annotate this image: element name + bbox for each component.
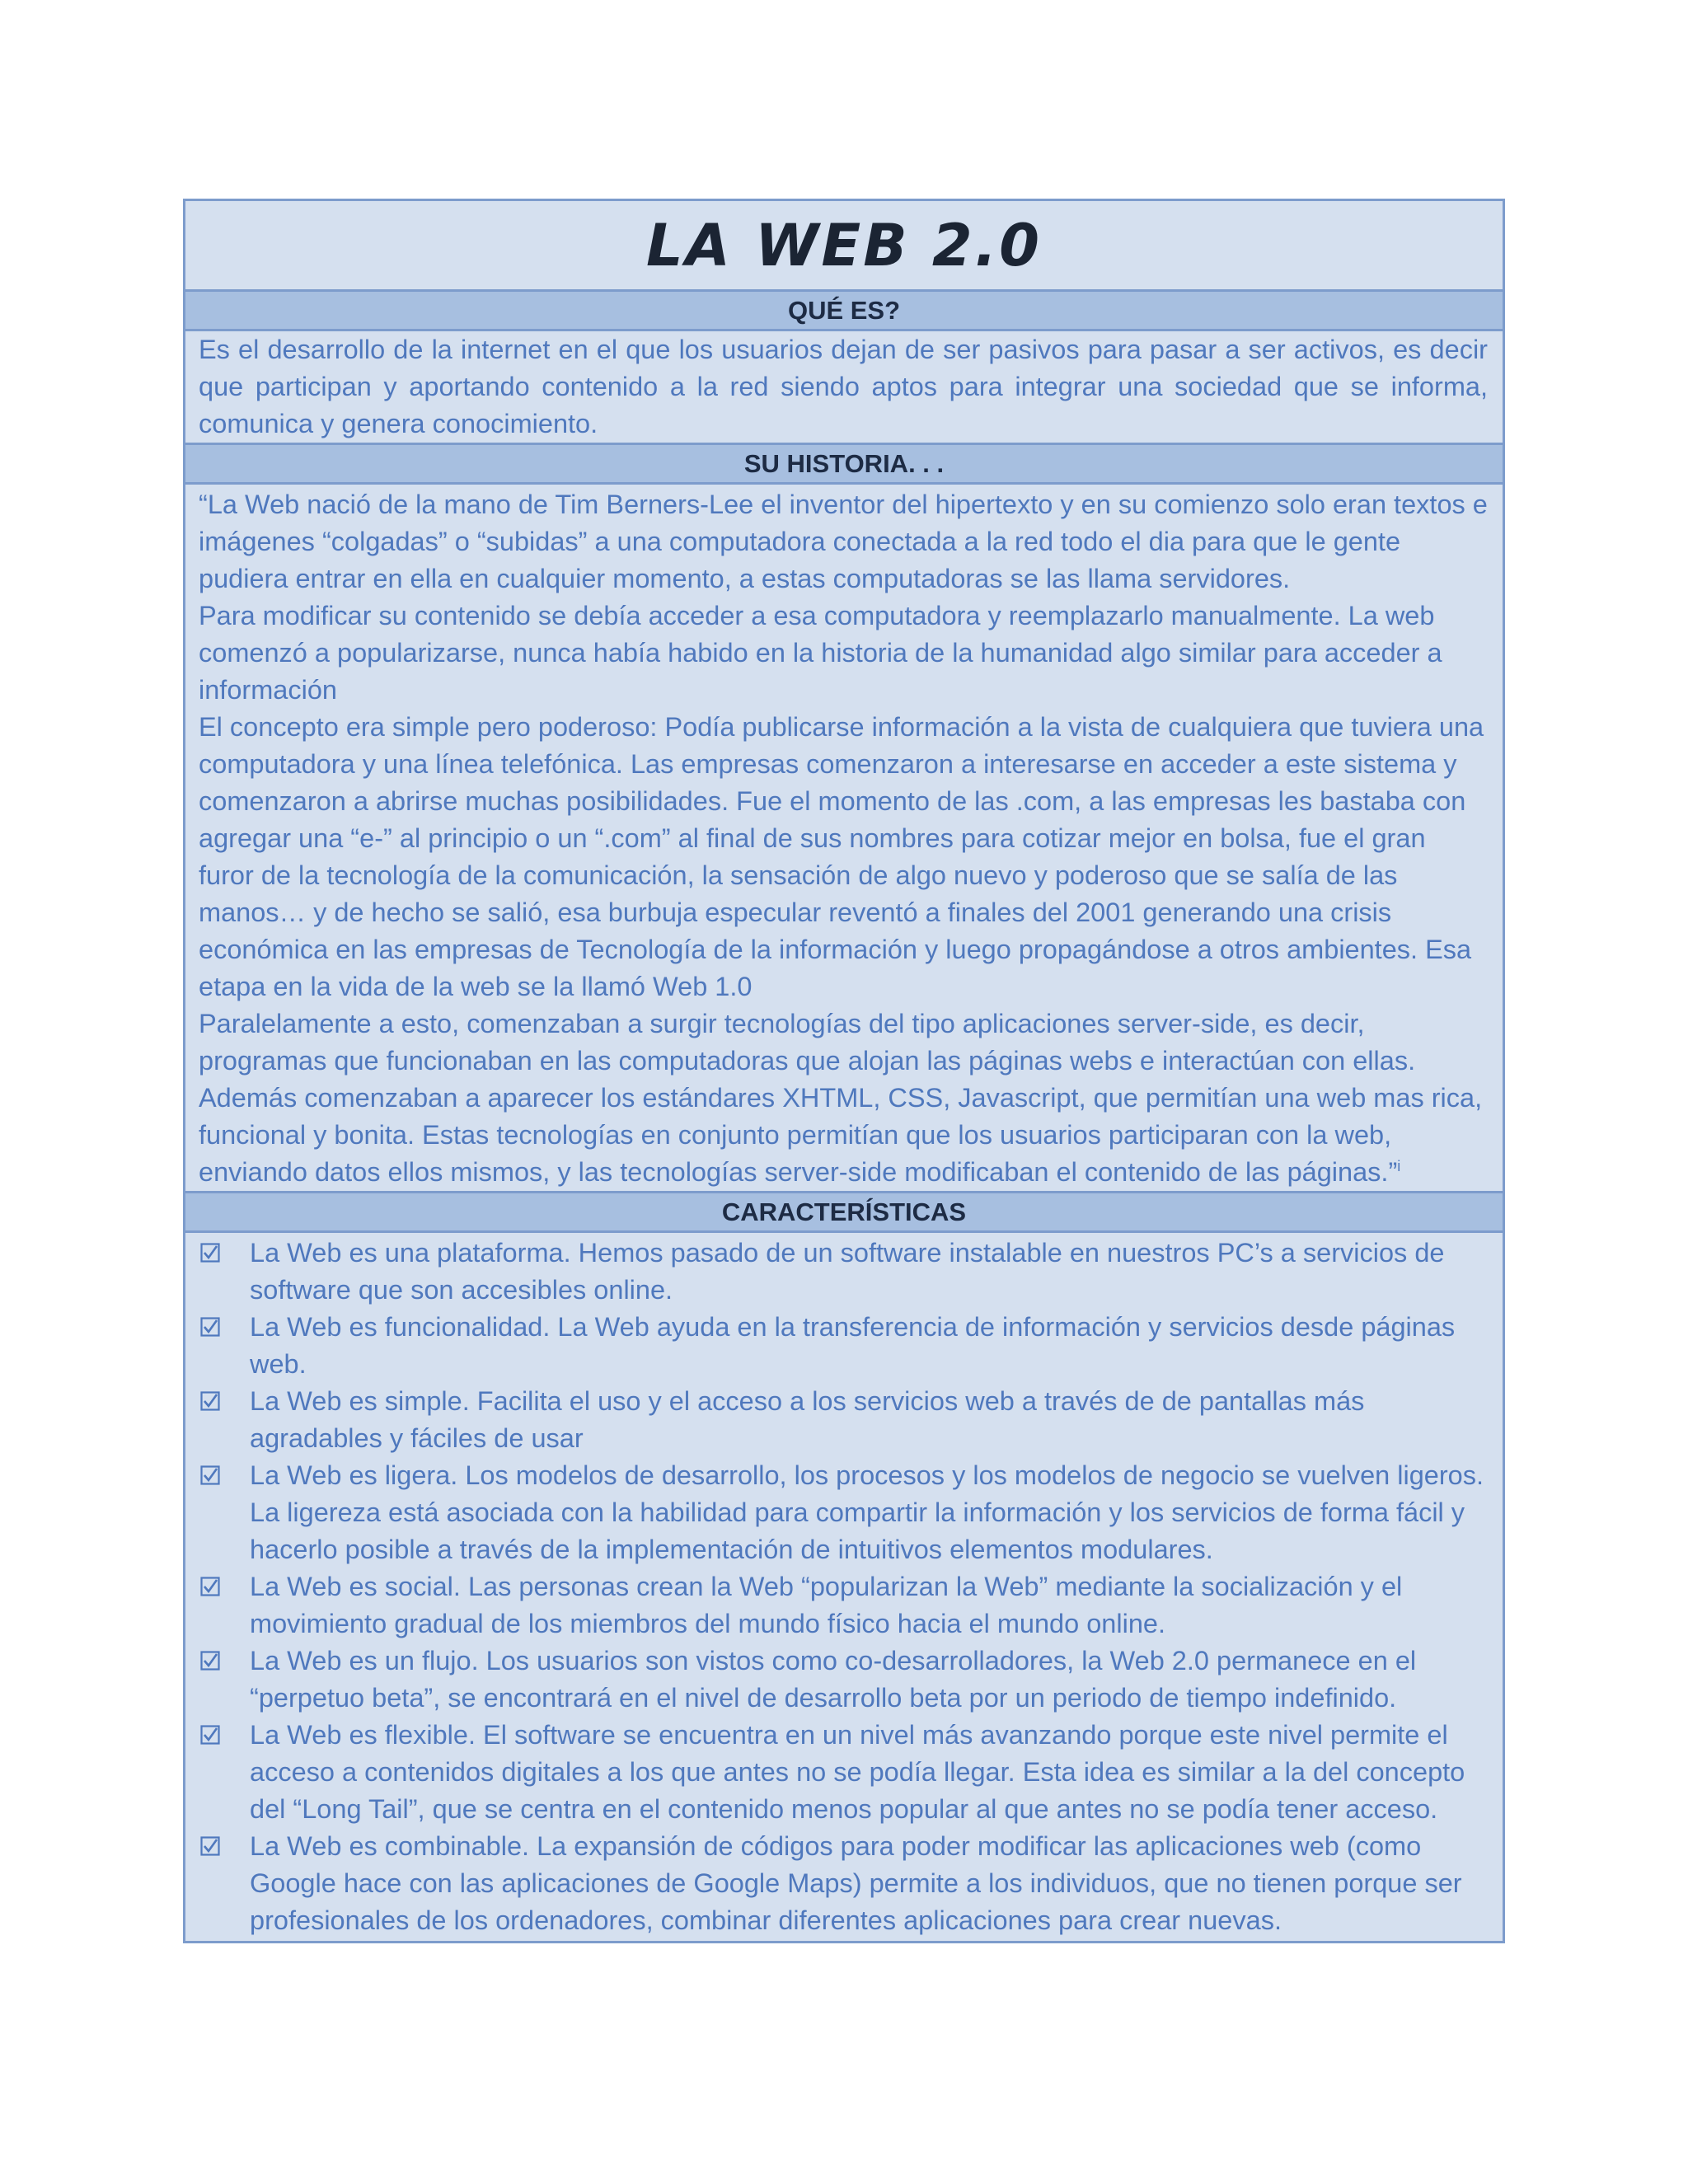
historia-paragraph: “La Web nació de la mano de Tim Berners-Lee el inventor del hipertexto y en su comienzo solo eran textos e imágenes “colgadas” o “subidas” a una computadora conectada a la red todo el dia para que le gente pudiera entrar en ella en cualquier momento, a estas computadoras se las llama servidores. [199,490,1488,593]
section-body-que-es [185,331,1503,445]
list-item [199,1568,1488,1643]
checkbox-checked-icon [200,1577,220,1596]
page-title: LA WEB 2.0 [646,211,1042,279]
historia-paragraph [199,1005,1488,1191]
list-item [199,1309,1488,1383]
list-item-text: La Web es funcionalidad. La Web ayuda en la transferencia de información y servicios desde páginas web. [250,1312,1456,1379]
checkbox-checked-icon [200,1391,220,1411]
web20-info-table [183,199,1505,1943]
list-item-text: La Web es combinable. La expansión de códigos para poder modificar las aplicaciones web (como Google hace con las aplicaciones de Google Maps) permite a los individuos, que no tienen porque ser profesionales de los ordenadores, combinar diferentes aplicaciones para crear nuevas. [250,1831,1462,1935]
list-item [199,1643,1488,1717]
list-item [199,1457,1488,1568]
checkbox-checked-icon [200,1465,220,1485]
checkbox-checked-icon [200,1836,220,1856]
checkbox-checked-icon [200,1243,220,1263]
list-item-text: La Web es ligera. Los modelos de desarrollo, los procesos y los modelos de negocio se vuelven ligeros. La ligereza está asociada con la habilidad para compartir la información y los servicios de forma fácil y hacerlo posible a través de la implementación de intuitivos elementos modulares. [250,1460,1484,1564]
section-header-caracteristicas: CARACTERÍSTICAS [185,1193,1503,1233]
list-item-text: La Web es flexible. El software se encuentra en un nivel más avanzando porque este nivel permite el acceso a contenidos digitales a los que antes no se podía llegar. Esta idea es similar a la del concepto del “Long Tail”, que se centra en el contenido menos popular al que antes no se podía tener acceso. [250,1720,1465,1824]
historia-paragraph: El concepto era simple pero poderoso: Podía publicarse información a la vista de cualquiera que tuviera una computadora y una línea telefónica. Las empresas comenzaron a interesarse en acceder a este sistema y comenzaron a abrirse muchas posibilidades. Fue el momento de las .com, a las empresas les bastaba con agregar una “e-” al principio o un “.com” al final de sus nombres para cotizar mejor en bolsa, fue el gran furor de la tecnología de la comunicación, la sensación de algo nuevo y poderoso que se salía de las manos… y de hecho se salió, esa burbuja especular reventó a finales del 2001 generando una crisis económica en las empresas de Tecnología de la información y luego propagándose a otros ambientes. Esa etapa en la vida de la web se la llamó Web 1.0 [199,712,1484,1001]
list-item [199,1717,1488,1828]
checkbox-checked-icon [200,1725,220,1745]
list-item-text: La Web es simple. Facilita el uso y el acceso a los servicios web a través de de pantallas más agradables y fáciles de usar [250,1386,1365,1453]
section-header-que-es: QUÉ ES? [185,292,1503,331]
historia-paragraph: Para modificar su contenido se debía acceder a esa computadora y reemplazarlo manualmente. La web comenzó a popularizarse, nunca había habido en la historia de la humanidad algo similar para acceder a información [199,601,1442,705]
checkbox-checked-icon [200,1317,220,1337]
list-item-text: La Web es social. Las personas crean la Web “popularizan la Web” mediante la socialización y el movimiento gradual de los miembros del mundo físico hacia el mundo online. [250,1572,1403,1638]
list-item [199,1383,1488,1457]
list-item-text: La Web es una plataforma. Hemos pasado de un software instalable en nuestros PC’s a servicios de software que son accesibles online. [250,1238,1445,1305]
title-row [185,201,1503,292]
checkbox-checked-icon [200,1651,220,1671]
section-header-historia: SU HISTORIA. . . [185,445,1503,485]
caracteristicas-list [185,1233,1503,1941]
historia-last-paragraph-text: Paralelamente a esto, comenzaban a surgir tecnologías del tipo aplicaciones server-side, es decir, programas que funcionaban en las computadoras que alojan las páginas webs e interactúan con ellas. Además comenzaban a aparecer los estándares XHTML, CSS, Javascript, que permitían una web mas rica, funcional y bonita. Estas tecnologías en conjunto permitían que los usuarios participaran con la web, enviando datos ellos mismos, y las tecnologías server-side modificaban el contenido de las páginas.” [199,1009,1483,1187]
section-body-historia [185,485,1503,1193]
footnote-mark[interactable]: i [1397,1158,1401,1175]
list-item [199,1828,1488,1939]
que-es-paragraph: Es el desarrollo de la internet en el que los usuarios dejan de ser pasivos para pasar a ser activos, es decir que participan y aportando contenido a la red siendo aptos para integrar una sociedad que se informa, comunica y genera conocimiento. [199,335,1488,438]
list-item [199,1235,1488,1309]
list-item-text: La Web es un flujo. Los usuarios son vistos como co-desarrolladores, la Web 2.0 permanece en el “perpetuo beta”, se encontrará en el nivel de desarrollo beta por un periodo de tiempo indefinido. [250,1646,1417,1713]
